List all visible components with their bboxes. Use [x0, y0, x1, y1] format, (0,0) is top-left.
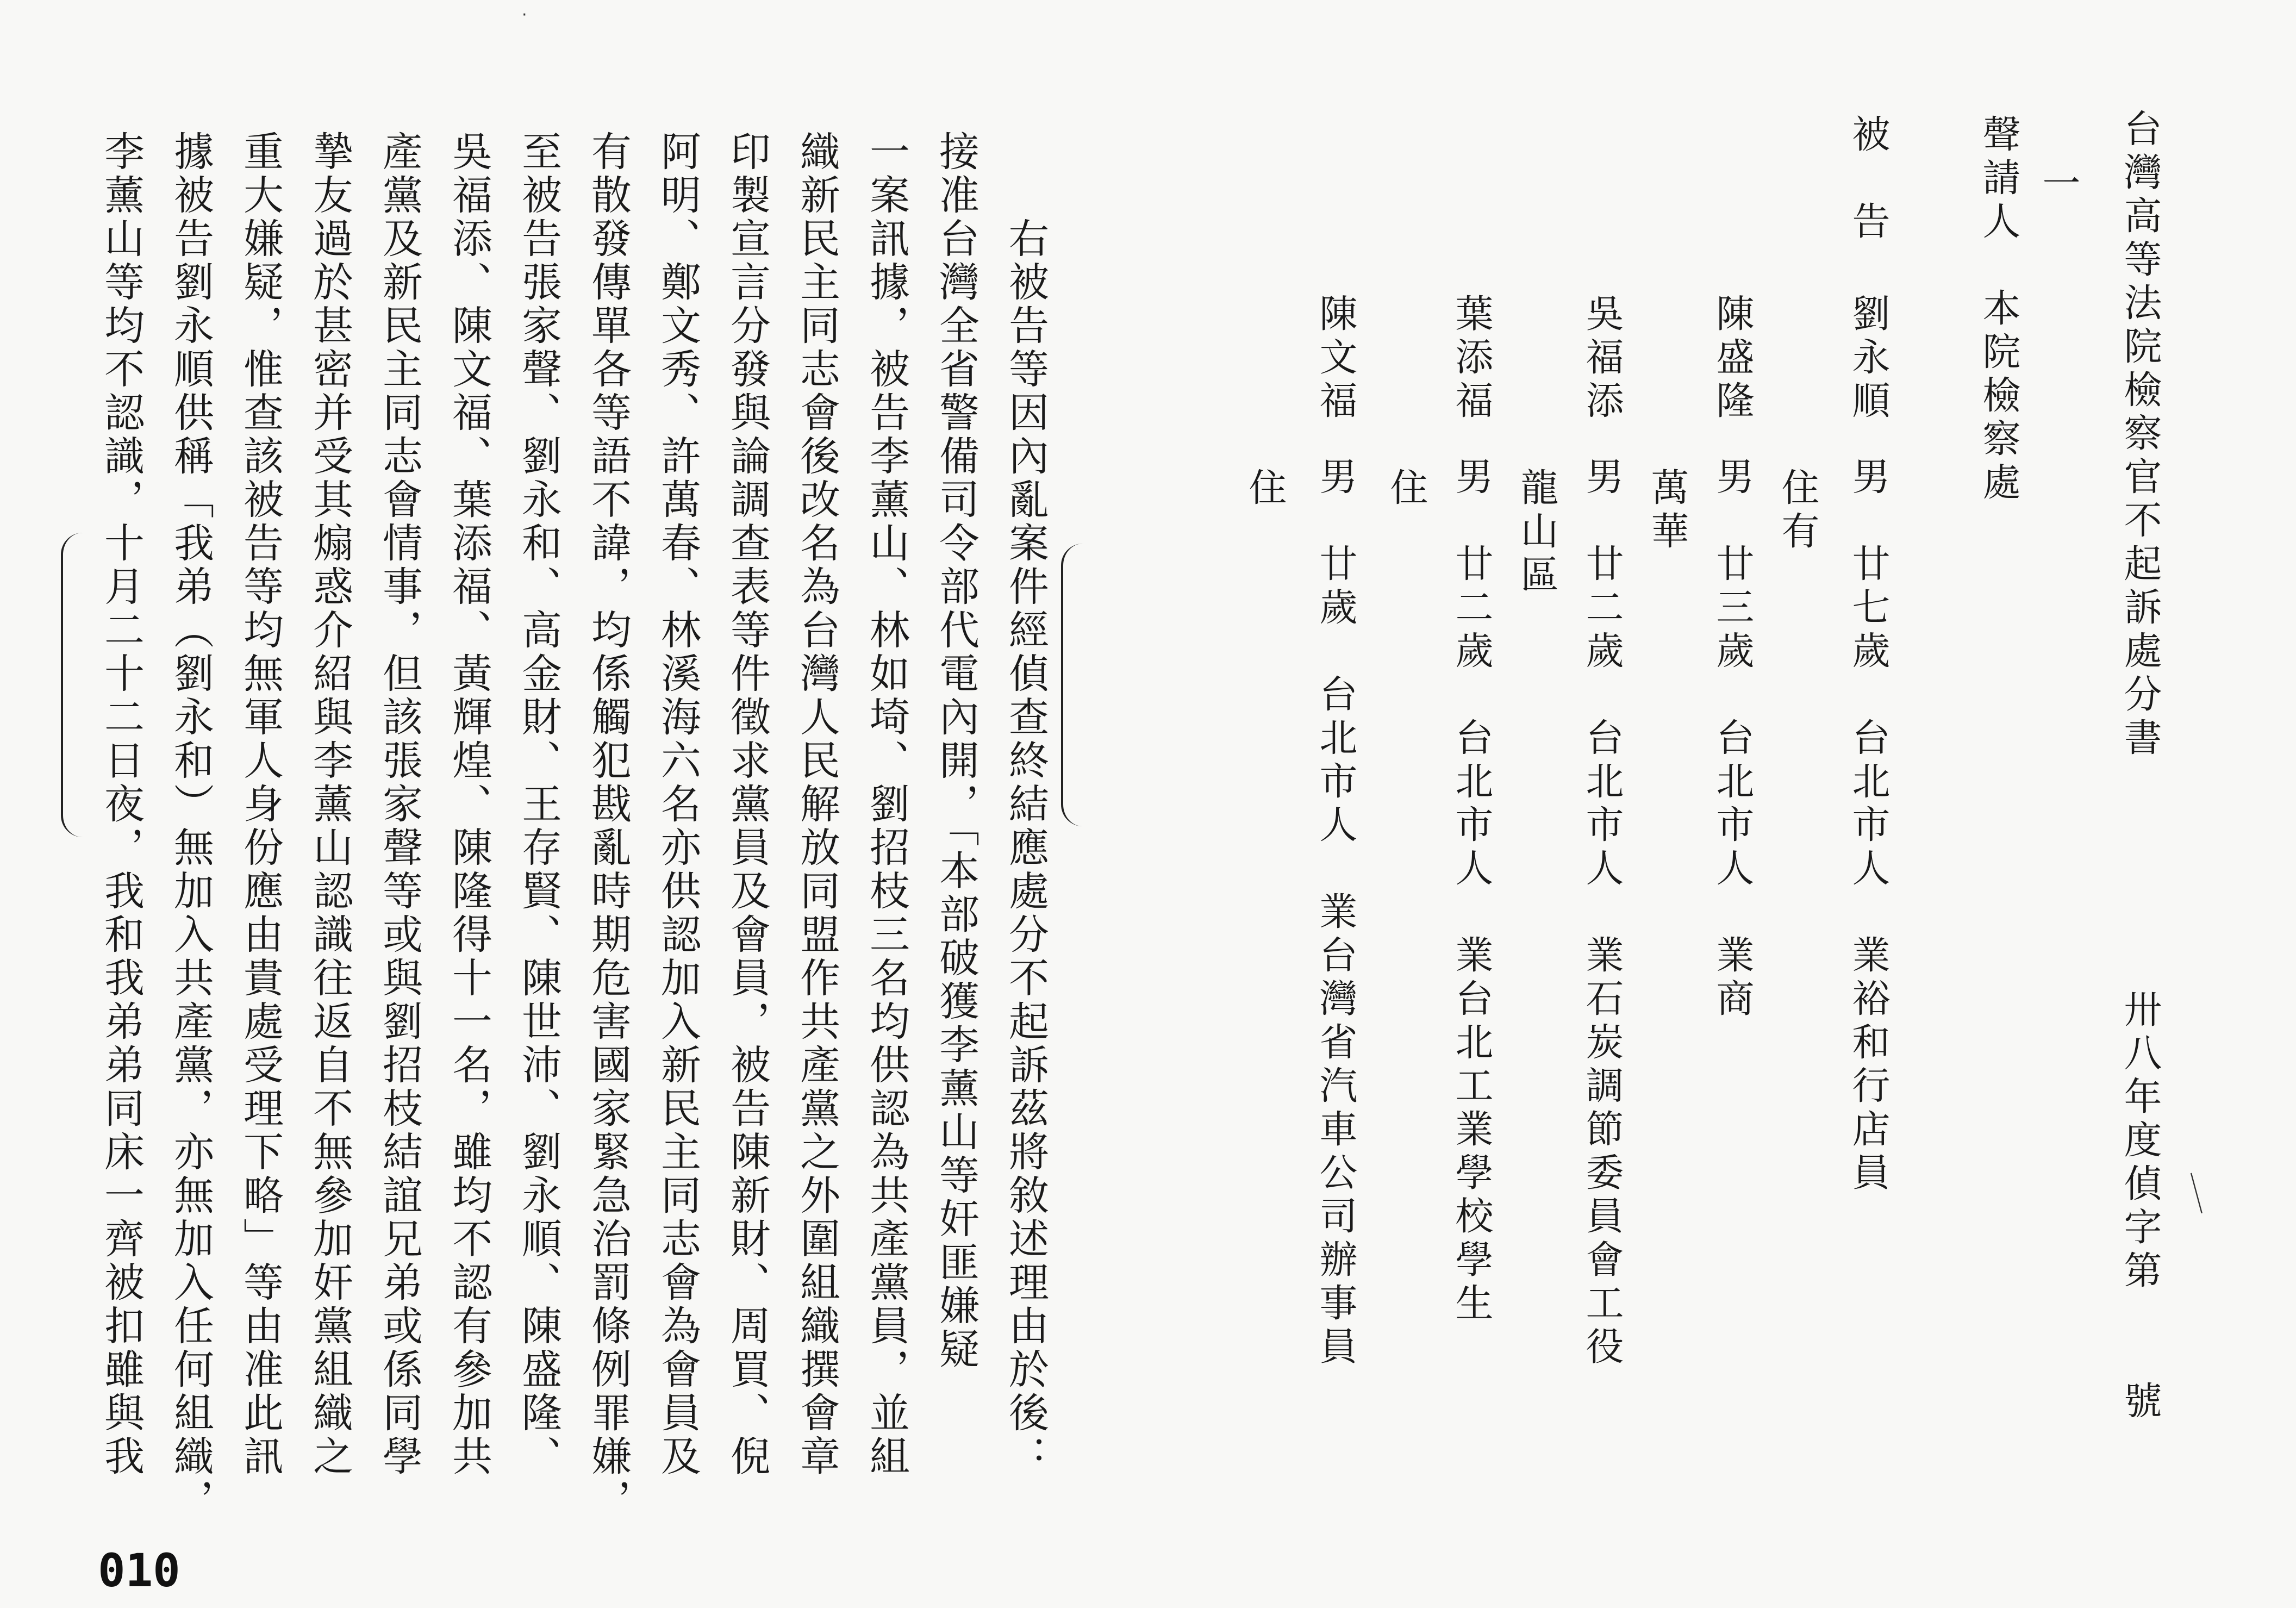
text-column: 一案訊據，被告李薰山、林如埼、劉招枝三名均供認為共產黨員，並組 — [863, 130, 910, 1479]
defendant-4-name: 葉添福 — [1449, 294, 1494, 424]
defendant-1-info: 男 廿七歲 台北市人 業裕和行店員 — [1846, 457, 1891, 1196]
margin-bracket-mark — [1061, 544, 1085, 826]
document-number: 卅八年度偵字第 號 — [2118, 989, 2162, 1424]
speck-mark: · — [522, 5, 527, 24]
text-column: 摯友過於甚密并受其煽惑介紹與李薰山認識往返自不無參加奸黨組織之 — [307, 130, 353, 1479]
text-column: 重大嫌疑，惟查該被告等均無軍人身份應由貴處受理下略」等由准此訊 — [237, 130, 284, 1479]
defendant-5-info: 男 廿歲 台北市人 業台灣省汽車公司辦事員 — [1313, 457, 1358, 1370]
defendant-5-name: 陳文福 — [1313, 294, 1358, 424]
text-column: 阿明、鄭文秀、許萬春、林溪海六名亦供認加入新民主同志會為會員及 — [654, 130, 701, 1479]
defendant-3-name: 吳福添 — [1580, 294, 1624, 424]
text-column: 據被告劉永順供稱「我弟（劉永和）無加入共產黨，亦無加入任何組織， — [167, 130, 214, 1522]
text-column: 產黨及新民主同志會情事，但該張家聲等或與劉招枝結誼兄弟或係同學 — [376, 130, 423, 1479]
defendant-2-name: 陳盛隆 — [1710, 294, 1755, 424]
defendant-label: 被 告 — [1846, 114, 1891, 245]
stroke-mark: ＼ — [2172, 1170, 2219, 1219]
text-column: 接准台灣全省警備司令部代電內開，「本部破獲李薰山等奸匪嫌疑 — [933, 130, 979, 1372]
defendant-4-address: 住 — [1384, 468, 1428, 511]
text-column: 右被告等因內亂案件經偵查終結應處分不起訴茲將敘述理由於後： — [1002, 217, 1049, 1479]
applicant-line: 聲請人 本院檢察處 — [1976, 114, 2021, 506]
margin-bracket-mark — [61, 533, 85, 837]
defendant-5-address: 住 — [1243, 468, 1287, 511]
defendant-3-info: 男 廿二歲 台北市人 業石炭調節委員會工役 — [1580, 457, 1624, 1370]
defendant-1-address: 住有 — [1775, 468, 1820, 554]
defendant-4-info: 男 廿二歲 台北市人 業台北工業學校學生 — [1449, 457, 1494, 1326]
text-column: 織新民主同志會後改名為台灣人民解放同盟作共產黨之外圍組織撰會章 — [794, 130, 840, 1479]
text-column: 李薰山等均不認識，十月二十二日夜，我和我弟弟同床一齊被扣雖與我 — [98, 130, 145, 1479]
defendant-1-name: 劉永順 — [1846, 294, 1891, 424]
defendant-3-address: 龍山區 — [1514, 468, 1559, 598]
right-page — [1148, 0, 2296, 1608]
text-column: 有散發傳單各等語不諱，均係觸犯戡亂時期危害國家緊急治罰條例罪嫌， — [585, 130, 632, 1522]
document-title: 台灣高等法院檢察官不起訴處分書 — [2118, 109, 2162, 761]
page-number: 010 — [98, 1544, 180, 1597]
defendant-2-address: 萬華 — [1645, 468, 1689, 554]
defendant-2-info: 男 廿三歲 台北市人 業商 — [1710, 457, 1755, 1022]
list-marker: 一 — [2036, 163, 2081, 207]
text-column: 至被告張家聲、劉永和、高金財、王存賢、陳世沛、劉永順、陳盛隆、 — [515, 130, 562, 1479]
text-column: 吳福添、陳文福、葉添福、黃輝煌、陳隆得十一名，雖均不認有參加共 — [446, 130, 492, 1479]
text-column: 印製宣言分發與論調查表等件徵求黨員及會員，被告陳新財、周買、倪 — [724, 130, 771, 1479]
